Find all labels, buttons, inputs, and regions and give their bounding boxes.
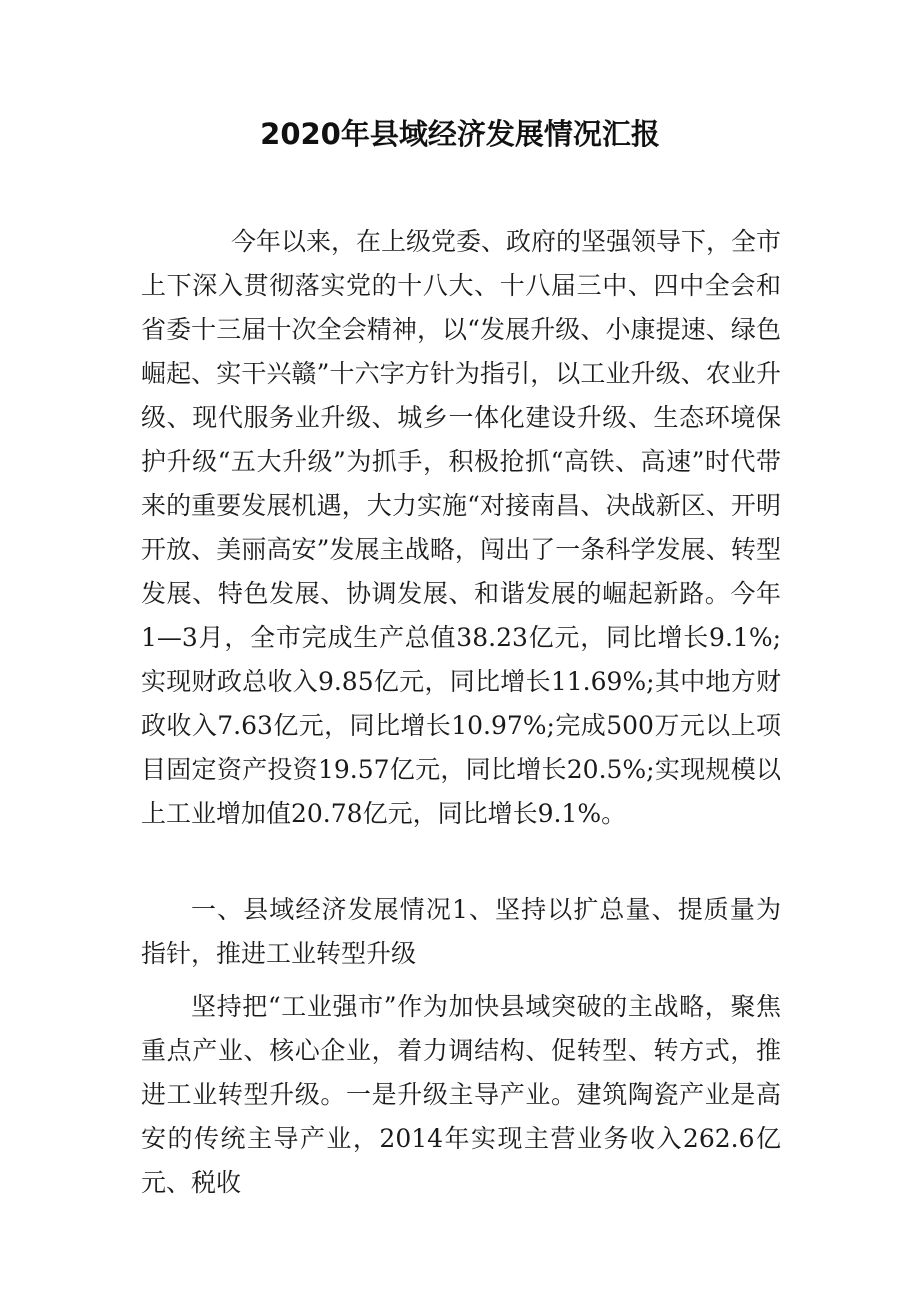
- paragraph-industry: 坚持把“工业强市”作为加快县域突破的主战略，聚焦重点产业、核心企业，着力调结构、促转型、转方式，推进工业转型升级。一是升级主导产业。建筑陶瓷产业是高安的传统主导产业，2014年实现主营业务收入262.6亿元、税收: [141, 992, 781, 1197]
- document-title: 2020年县域经济发展情况汇报: [260, 117, 660, 151]
- paragraph-intro: 今年以来，在上级党委、政府的坚强领导下，全市上下深入贯彻落实党的十八大、十八届三中、四中全会和省委十三届十次全会精神，以“发展升级、小康提速、绿色崛起、实干兴赣”十六字方针为指引，以工业升级、农业升级、现代服务业升级、城乡一体化建设升级、生态环境保护升级“五大升级”为抓手，积极抢抓“高铁、高速”时代带来的重要发展机遇，大力实施“对接南昌、决战新区、开明开放、美丽高安”发展主战略，闯出了一条科学发展、转型发展、特色发展、协调发展、和谐发展的崛起新路。今年1—3月，全市完成生产总值38.23亿元，同比增长9.1%;实现财政总收入9.85亿元，同比增长11.69%;其中地方财政收入7.63亿元，同比增长10.97%;完成500万元以上项目固定资产投资19.57亿元，同比增长20.5%;实现规模以上工业增加值20.78亿元，同比增长9.1%。: [141, 227, 782, 828]
- section-heading: 一、县域经济发展情况1、坚持以扩总量、提质量为指针，推进工业转型升级: [141, 895, 781, 968]
